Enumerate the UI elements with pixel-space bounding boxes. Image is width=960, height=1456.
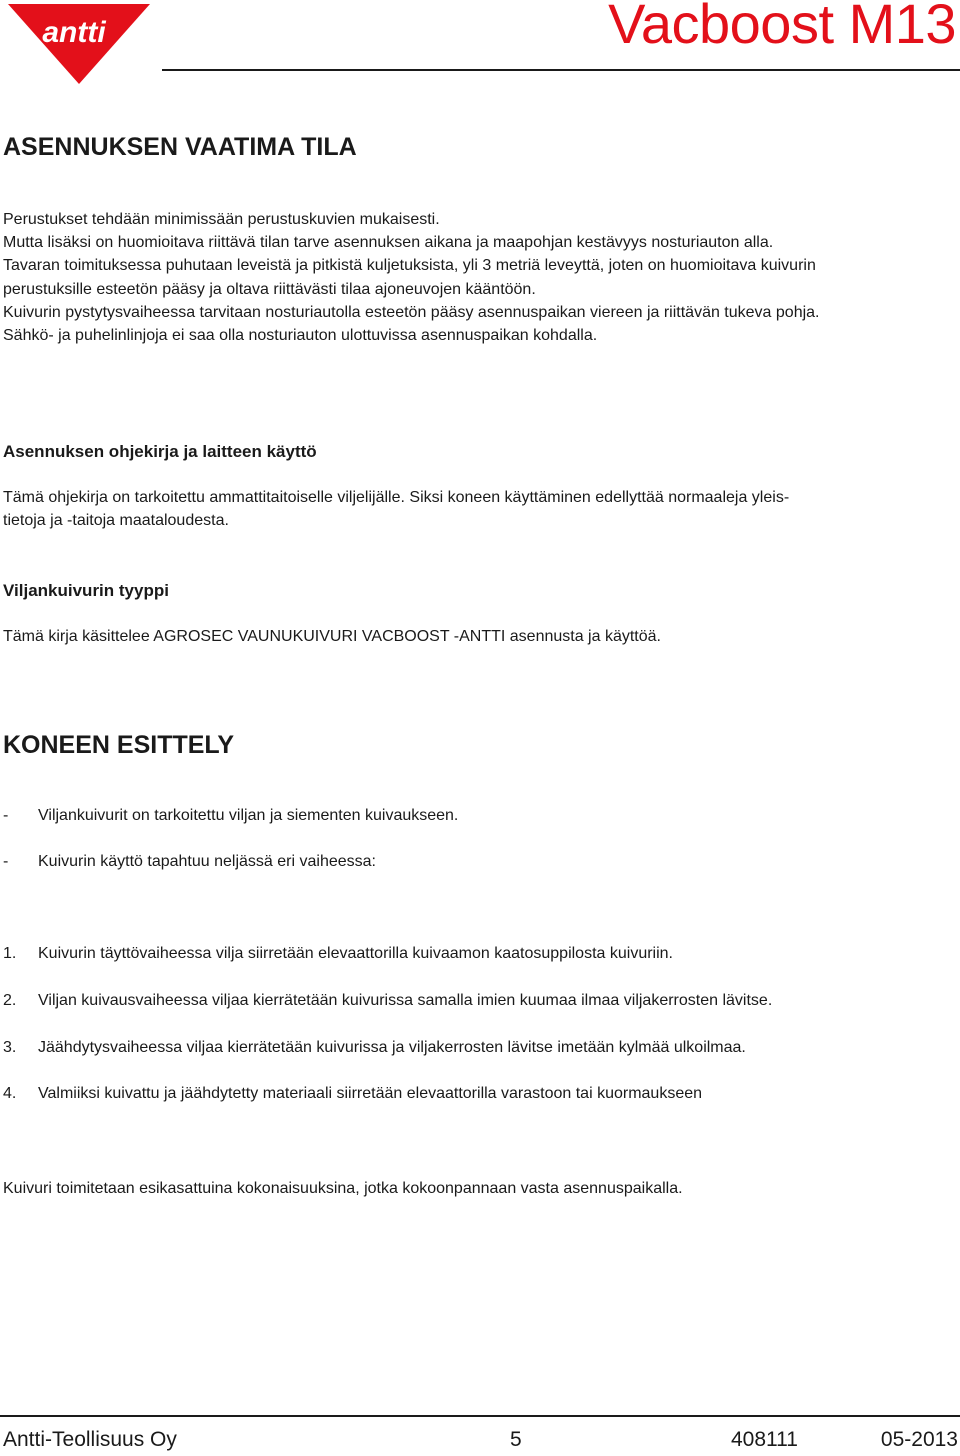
list-item — [3, 807, 458, 825]
step-text: Viljan kuivausvaiheessa viljaa kierrätetään kuivurissa samalla imien kuumaa ilmaa viljakerrosten lävitse. — [38, 992, 773, 1009]
bullet-mark: - — [3, 807, 9, 824]
footer-divider — [0, 1415, 960, 1417]
bullet-text: Viljankuivurit on tarkoitettu viljan ja siementen kuivaukseen. — [38, 807, 459, 824]
step-text: Jäähdytysvaiheessa viljaa kierrätetään kuivurissa ja viljakerrosten lävitse imetään kylmää ulkoilmaa. — [38, 1039, 746, 1056]
antti-logo — [8, 0, 150, 84]
installation-space-paragraph — [3, 208, 958, 347]
text-line: Perustukset tehdään minimissään perustuskuvien mukaisesti. — [3, 211, 440, 228]
step-text: Valmiiksi kuivattu ja jäähdytetty materiaali siirretään elevaattorilla varastoon tai kuormaukseen — [38, 1085, 703, 1102]
footer-date: 05-2013 — [880, 1428, 958, 1451]
text-line: Kuivurin pystytysvaiheessa tarvitaan nosturiautolla esteetön pääsy asennuspaikan viereen ja riittävän tukeva pohja. — [3, 303, 820, 321]
heading-machine-introduction: KONEEN ESITTELY — [3, 731, 235, 759]
text-line: perustuksille esteetön pääsy ja oltava riittävästi tilaa ajoneuvojen kääntöön. — [3, 280, 536, 298]
bullet-text: Kuivurin käyttö tapahtuu neljässä eri vaiheessa: — [38, 853, 376, 870]
text-line: Tämä kirja käsittelee AGROSEC VAUNUKUIVURI VACBOOST -ANTTI asennusta ja käyttöä. — [3, 628, 661, 645]
document-title: Vacboost M13 — [608, 0, 956, 55]
heading-installation-space: ASENNUKSEN VAATIMA TILA — [3, 133, 357, 161]
list-item — [3, 992, 772, 1010]
step-number: 2. — [3, 992, 17, 1009]
footer-document-number: 408111 — [731, 1428, 798, 1451]
text-line: Mutta lisäksi on huomioitava riittävä tilan tarve asennuksen aikana ja maapohjan kestävyys nosturiauton alla. — [3, 234, 774, 252]
footer-page-number: 5 — [510, 1428, 522, 1451]
text-line: Sähkö- ja puhelinlinjoja ei saa olla nosturiauton ulottuvissa asennuspaikan kohdalla. — [3, 327, 598, 345]
step-text: Kuivurin täyttövaiheessa vilja siirretään elevaattorilla kuivaamon kaatosuppilosta kuivuriin. — [38, 945, 673, 962]
list-item — [3, 945, 673, 963]
logo-wordmark: antti — [42, 16, 106, 49]
heading-dryer-type: Viljankuivurin tyyppi — [3, 581, 169, 600]
list-item — [3, 1039, 746, 1057]
list-item — [3, 1085, 702, 1103]
footer-company: Antti-Teollisuus Oy — [3, 1428, 177, 1451]
text-line: Tämä ohjekirja on tarkoitettu ammattitaitoiselle viljelijälle. Siksi koneen käyttäminen edellyttää normaaleja yleis- — [3, 489, 790, 506]
text-line: tietoja ja -taitoja maataloudesta. — [3, 512, 229, 530]
bullet-mark: - — [3, 853, 9, 870]
dryer-type-paragraph — [3, 625, 958, 648]
header-divider — [162, 69, 960, 71]
list-item — [3, 853, 376, 871]
step-number: 3. — [3, 1039, 17, 1056]
step-number: 4. — [3, 1085, 17, 1102]
text-line: Kuivuri toimitetaan esikasattuina kokonaisuuksina, jotka kokoonpannaan vasta asennuspaikalla. — [3, 1180, 683, 1197]
manual-paragraph — [3, 486, 958, 532]
heading-manual-and-use: Asennuksen ohjekirja ja laitteen käyttö — [3, 442, 317, 461]
text-line: Tavaran toimituksessa puhutaan leveistä ja pitkistä kuljetuksista, yli 3 metriä leveyttä, joten on huomioitava kuivurin — [3, 257, 816, 275]
delivery-note — [3, 1177, 958, 1200]
step-number: 1. — [3, 945, 17, 962]
